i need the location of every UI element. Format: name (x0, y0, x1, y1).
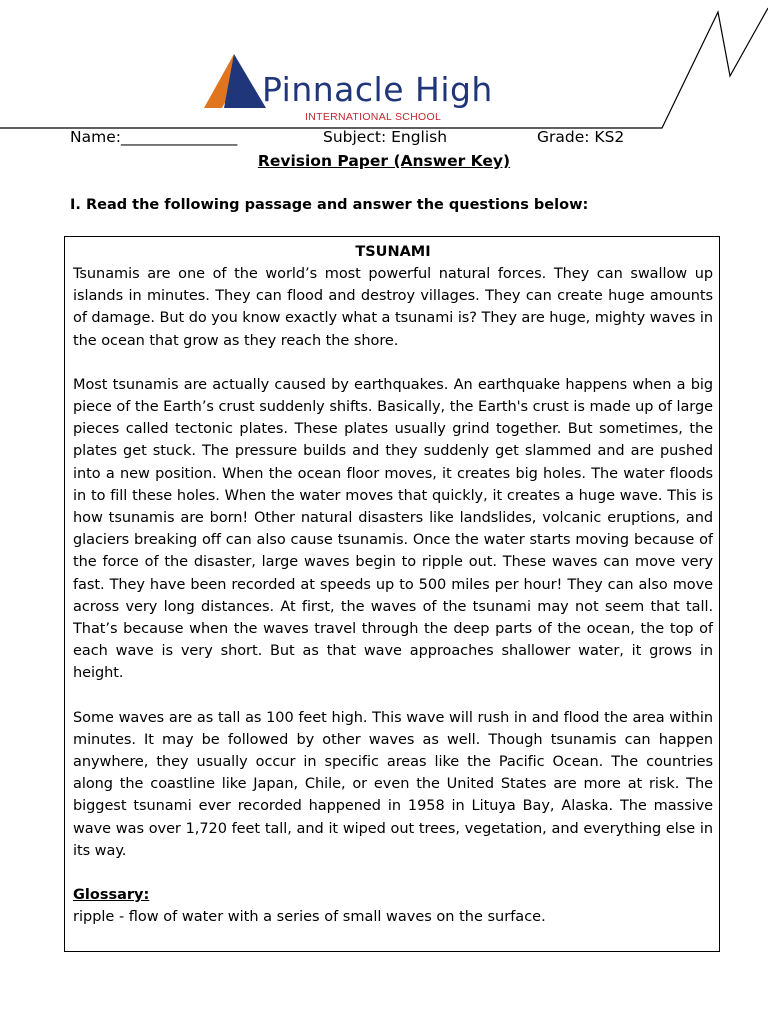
instruction-text: I. Read the following passage and answer the questions below: (70, 197, 589, 213)
grade-label: Grade: KS2 (537, 128, 625, 146)
student-info-row (70, 128, 708, 150)
passage-box (64, 236, 720, 952)
school-logo (202, 52, 542, 122)
passage-paragraph-1: Tsunamis are one of the world’s most powerful natural forces. They can swallow up islands in minutes. They can flood and destroy villages. They can create huge amounts of damage. But do you know exactly what a tsunami is? They are huge, mighty waves in the ocean that grow as they reach the shore. (73, 266, 714, 349)
page-title: Revision Paper (Answer Key) (257, 152, 511, 170)
passage-paragraph-3: Some waves are as tall as 100 feet high. This wave will rush in and flood the area within minutes. It may be followed by other waves as well. Though tsunamis can happen anywhere, they usually occur in specific areas like the Pacific Ocean. The countries along the coastline like Japan, Chile, or even the United States are more at risk. The biggest tsunami ever recorded happened in 1958 in Lituya Bay, Alaska. The massive wave was over 1,720 feet tall, and it wiped out trees, vegetation, and everything else in its way. (73, 709, 713, 859)
passage-title: TSUNAMI (355, 244, 431, 260)
subject-label: Subject: English (323, 128, 448, 146)
school-subtitle: INTERNATIONAL SCHOOL (305, 111, 442, 123)
glossary-text: ripple - flow of water with a series of small waves on the surface. (73, 909, 546, 926)
glossary-title: Glossary: (73, 887, 150, 904)
passage-paragraph-2: Most tsunamis are actually caused by earthquakes. An earthquake happens when a big piece of the Earth’s crust suddenly shifts. Basically, the Earth's crust is made up of large pieces called tectonic plates. These plates usually grind together. But sometimes, the plates get stuck. The pressure builds and they suddenly get slammed and are pushed into a new position. When the ocean floor moves, it creates big holes. The water floods in to fill these holes. When the water moves that quickly, it creates a huge wave. This is how tsunamis are born! Other natural disasters like landslides, volcanic eruptions, and glaciers breaking off can also cause tsunamis. Once the water starts moving because of the force of the disaster, large waves begin to ripple out. These waves can move very fast. They have been recorded at speeds up to 500 miles per hour! They can also move across very long distances. At first, the waves of the tsunami may not seem that tall. That’s because when the waves travel through the deep parts of the ocean, the top of each wave is very short. But as that wave approaches shallower water, it grows in height. (73, 376, 713, 682)
school-name: Pinnacle High (262, 70, 493, 109)
name-field-label: Name:_______________ (70, 128, 238, 146)
